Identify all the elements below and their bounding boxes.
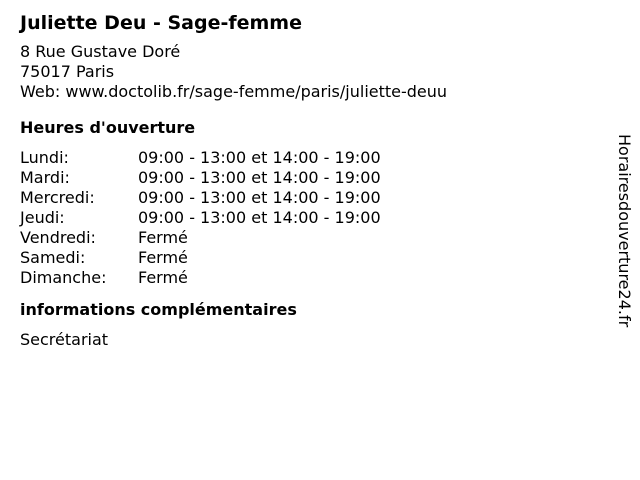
address-street: 8 Rue Gustave Doré [20, 42, 181, 61]
day-hours: 09:00 - 13:00 et 14:00 - 19:00 [138, 148, 381, 167]
day-label: Mercredi: [20, 188, 95, 207]
hours-row-saturday [20, 248, 381, 268]
day-hours: 09:00 - 13:00 et 14:00 - 19:00 [138, 168, 381, 187]
hours-row-monday [20, 148, 381, 168]
day-label: Samedi: [20, 248, 86, 267]
day-hours: Fermé [138, 228, 188, 247]
day-hours: Fermé [138, 248, 188, 267]
hours-row-friday [20, 228, 381, 248]
site-watermark: Horairesdouverture24.fr [615, 134, 634, 328]
opening-hours-table [20, 148, 381, 288]
day-hours: 09:00 - 13:00 et 14:00 - 19:00 [138, 208, 381, 227]
listing-title: Juliette Deu - Sage-femme [20, 12, 302, 34]
address-city: 75017 Paris [20, 62, 115, 81]
day-label: Vendredi: [20, 228, 96, 247]
day-label: Lundi: [20, 148, 69, 167]
day-label: Mardi: [20, 168, 70, 187]
website-line: Web: www.doctolib.fr/sage-femme/paris/juliette-deuu [20, 82, 448, 101]
hours-row-thursday [20, 208, 381, 228]
day-hours: 09:00 - 13:00 et 14:00 - 19:00 [138, 188, 381, 207]
day-label: Jeudi: [20, 208, 65, 227]
additional-info-text: Secrétariat [20, 330, 109, 349]
hours-row-wednesday [20, 188, 381, 208]
hours-row-sunday [20, 268, 381, 288]
day-hours: Fermé [138, 268, 188, 287]
additional-info-heading: informations complémentaires [20, 300, 297, 319]
opening-hours-heading: Heures d'ouverture [20, 118, 196, 137]
day-label: Dimanche: [20, 268, 107, 287]
listing-card [20, 10, 600, 350]
hours-row-tuesday [20, 168, 381, 188]
